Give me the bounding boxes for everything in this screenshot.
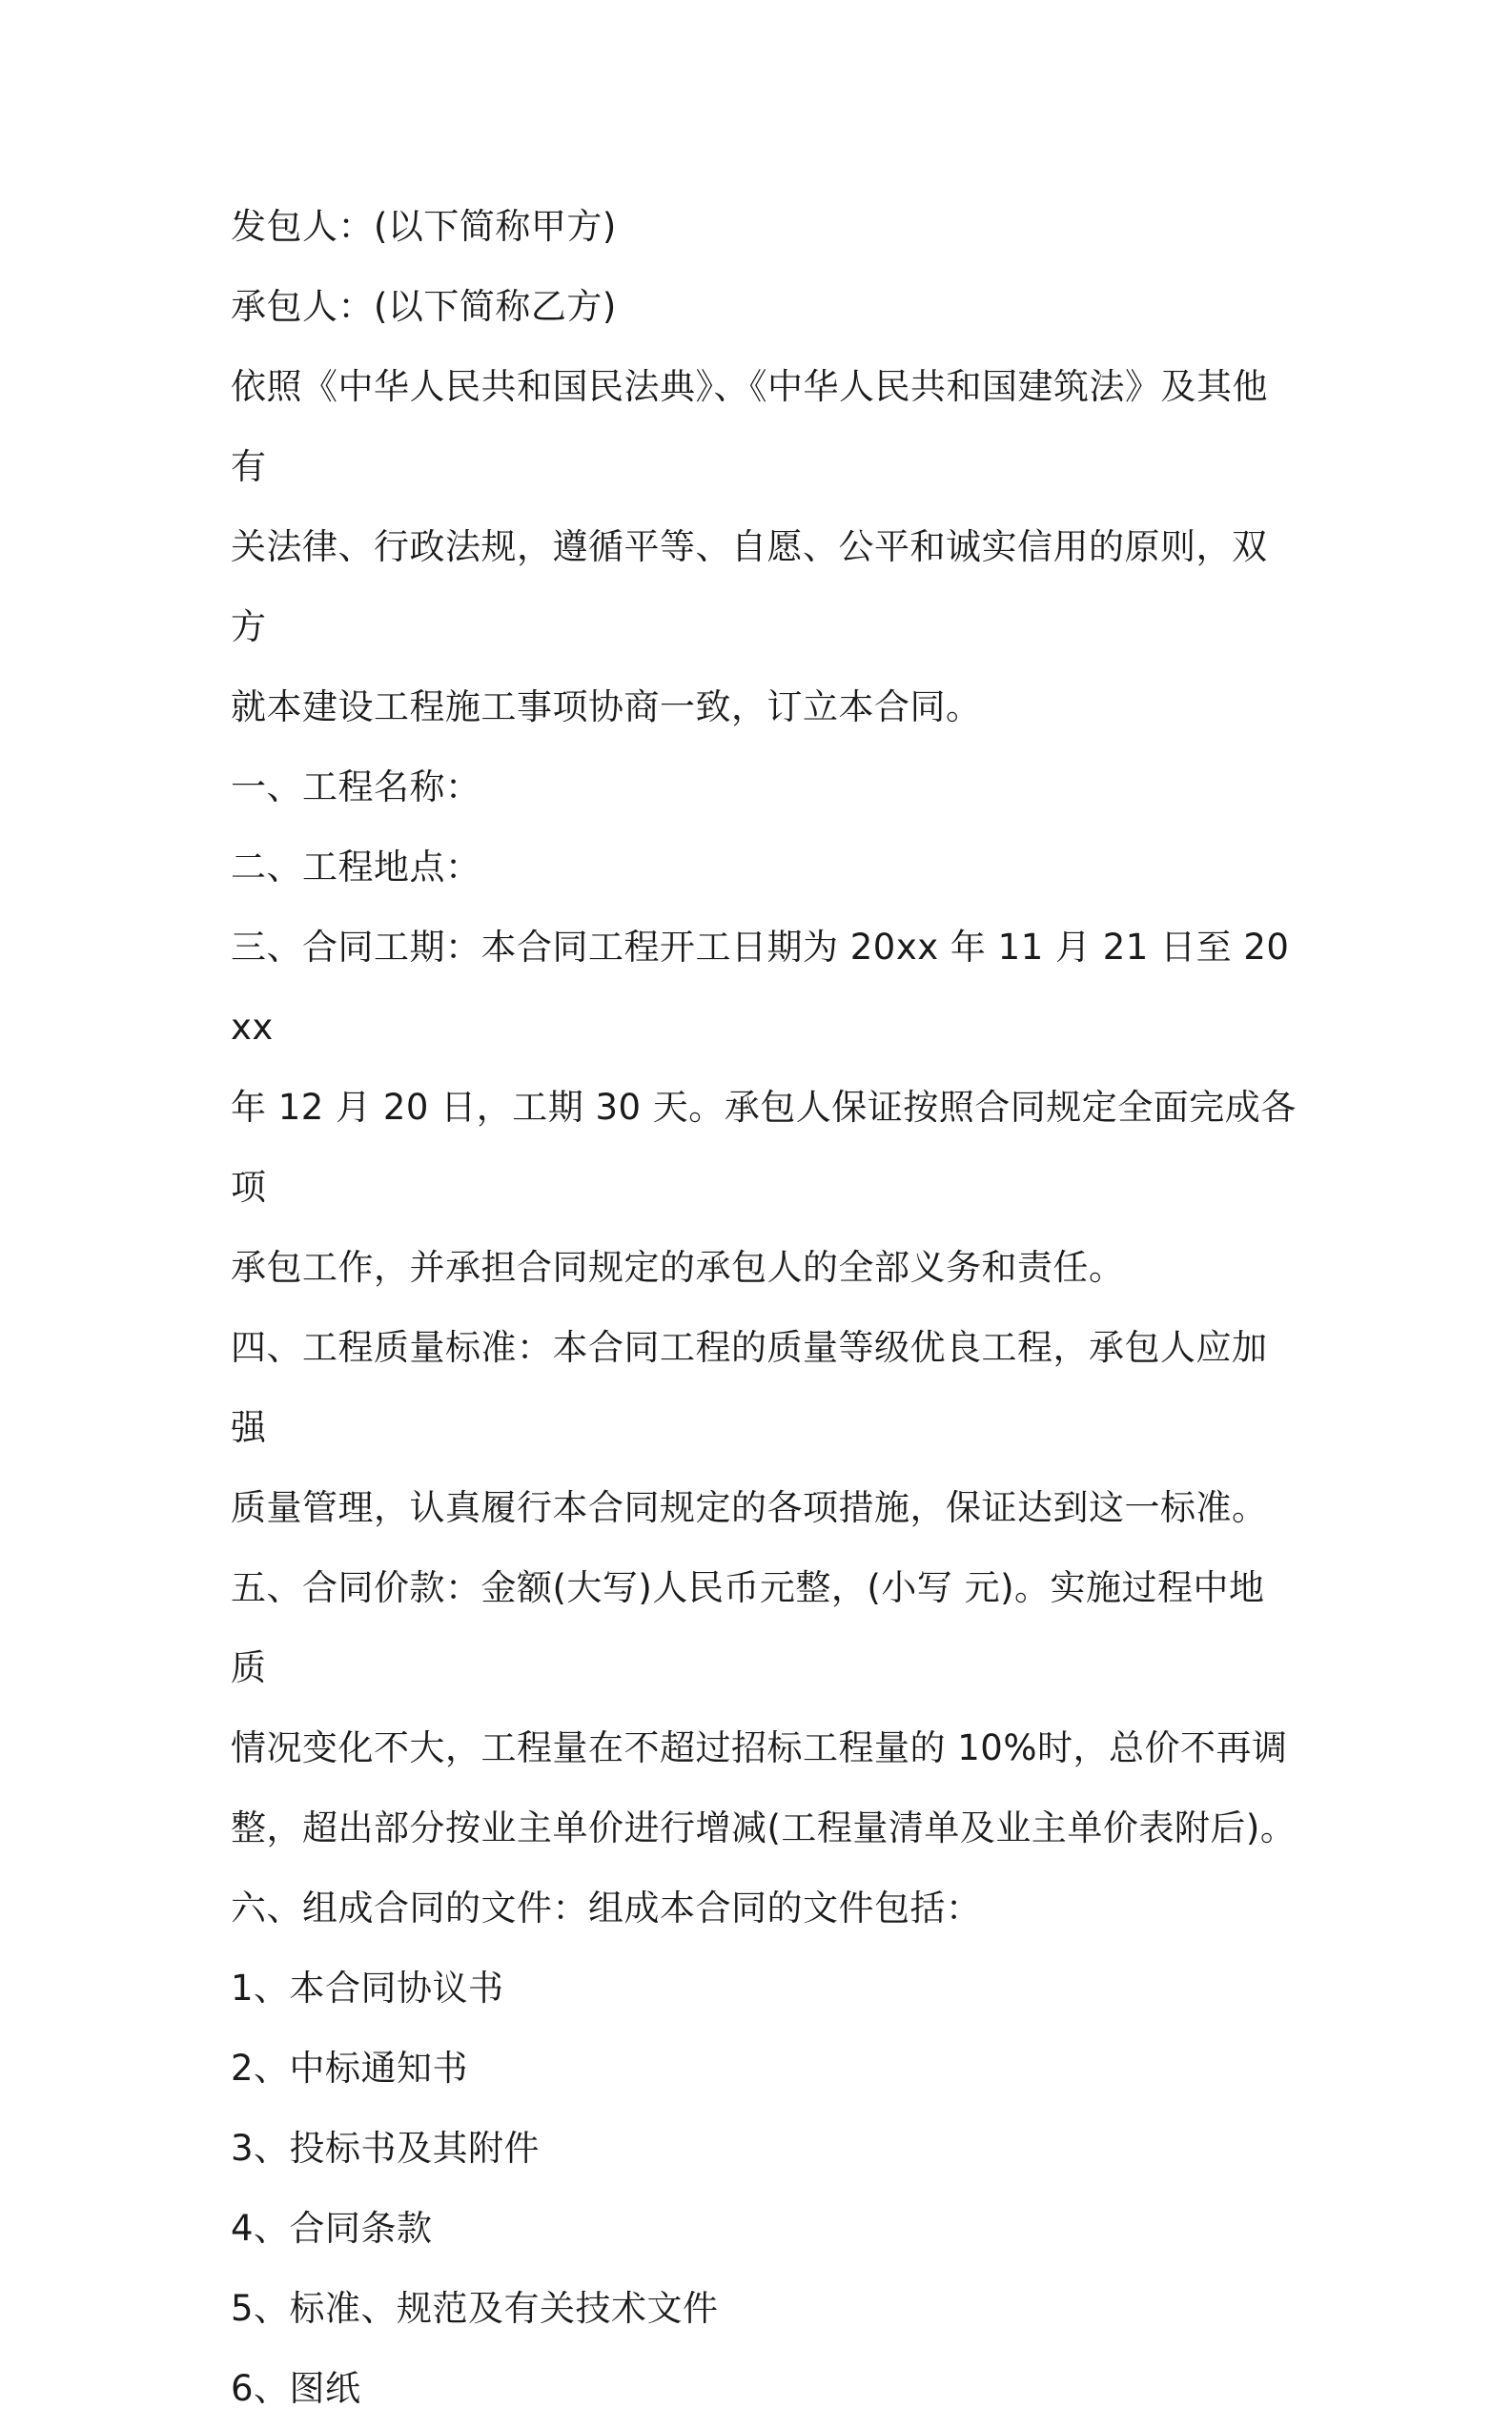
text-line: 5、标准、规范及有关技术文件 — [231, 2288, 719, 2329]
text-line: 2、中标通知书 — [231, 2048, 469, 2089]
text-line: 质量管理，认真履行本合同规定的各项措施，保证达到这一标准。 — [231, 1487, 1268, 1528]
text-line: 1、本合同协议书 — [231, 1968, 504, 2009]
text-line: 三、合同工期：本合同工程开工日期为 20xx 年 11 月 21 日至 20xx — [231, 927, 1290, 1048]
text-line: 年 12 月 20 日，工期 30 天。承包人保证按照合同规定全面完成各项 — [231, 1087, 1297, 1208]
text-line: 6、图纸 — [231, 2368, 361, 2409]
text-line: 承包工作，并承担合同规定的承包人的全部义务和责任。 — [231, 1247, 1125, 1288]
text-line: 依照《中华人民共和国民法典》、《中华人民共和国建筑法》及其他有 — [231, 366, 1268, 487]
text-line: 二、工程地点： — [231, 847, 481, 888]
text-line: 就本建设工程施工事项协商一致，订立本合同。 — [231, 686, 982, 727]
text-line: 发包人：(以下简称甲方) — [231, 206, 617, 247]
text-line: 五、合同价款：金额(大写)人民币元整，(小写 元)。实施过程中地质 — [231, 1567, 1265, 1688]
text-line: 承包人：(以下简称乙方) — [231, 286, 617, 327]
text-line: 四、工程质量标准：本合同工程的质量等级优良工程，承包人应加强 — [231, 1327, 1268, 1448]
text-line: 3、投标书及其附件 — [231, 2128, 541, 2169]
text-line: 整，超出部分按业主单价进行增减(工程量清单及业主单价表附后)。 — [231, 1807, 1297, 1848]
text-line: 4、合同条款 — [231, 2208, 433, 2249]
text-line: 一、工程名称： — [231, 766, 481, 807]
text-line: 关法律、行政法规，遵循平等、自愿、公平和诚实信用的原则，双方 — [231, 526, 1268, 647]
document-body — [231, 187, 1298, 2429]
text-line: 六、组成合同的文件：组成本合同的文件包括： — [231, 1888, 982, 1929]
text-line: 情况变化不大，工程量在不超过招标工程量的 10%时，总价不再调 — [231, 1727, 1288, 1768]
